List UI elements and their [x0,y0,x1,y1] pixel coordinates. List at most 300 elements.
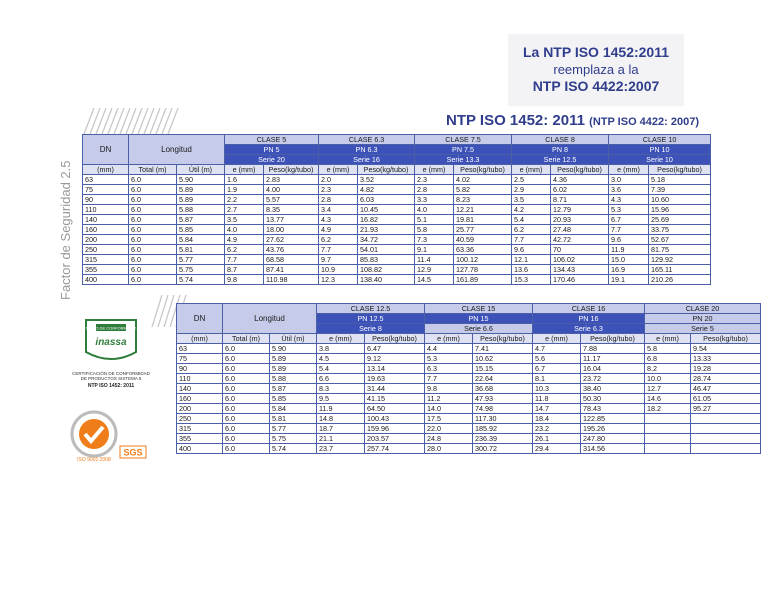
table-cell: 19.1 [609,275,649,285]
table-cell: 13.77 [264,215,319,225]
table-cell: 9.7 [319,255,358,265]
decorative-stripes-top [80,108,186,134]
table-cell: 6.0 [223,354,270,364]
table-cell: 106.02 [551,255,609,265]
table-cell: 117.30 [473,414,533,424]
table-cell: 5.75 [177,265,225,275]
table-cell: 9.12 [365,354,425,364]
util-subheader: Útil (m) [177,165,225,175]
thickness-subheader: e (mm) [317,334,365,344]
table-cell: 18.2 [645,404,691,414]
table-cell: 14.8 [317,414,365,424]
table-cell: 10.3 [533,384,581,394]
table-cell: 4.9 [319,225,358,235]
table-cell: 54.01 [358,245,415,255]
table-cell: 70 [551,245,609,255]
table-cell: 14.5 [415,275,454,285]
table-cell: 3.6 [609,185,649,195]
table-cell: 85.83 [358,255,415,265]
table-row [83,275,711,285]
table-cell: 19.28 [691,364,761,374]
table-cell: 6.47 [365,344,425,354]
inassa-sello-text: SELLO DE CONFORMIDAD [85,325,137,331]
table-cell: 13.6 [512,265,551,275]
table-cell: 63.36 [454,245,512,255]
table-cell: 5.6 [533,354,581,364]
table-cell: 4.00 [264,185,319,195]
table-cell: 315 [177,424,223,434]
table-cell: 2.2 [225,195,264,205]
table-cell: 5.81 [270,414,317,424]
table-cell: 74.98 [473,404,533,414]
table-cell: 23.7 [317,444,365,454]
table-cell: 11.17 [581,354,645,364]
table-cell [645,414,691,424]
table-cell: 9.6 [609,235,649,245]
sgs-iso-certification-logo [52,400,170,470]
table-cell: 7.7 [425,374,473,384]
standard-title-main: NTP ISO 1452: 2011 [446,112,585,129]
table-cell: 1.6 [225,175,264,185]
table-cell: 15.0 [609,255,649,265]
table-row [83,205,711,215]
table-cell: 26.1 [533,434,581,444]
table-cell: 2.83 [264,175,319,185]
table-cell: 5.85 [270,394,317,404]
inassa-certification-logo [52,318,170,389]
pn-header: PN 20 [645,314,761,324]
table-cell: 134.43 [551,265,609,275]
table-cell: 6.0 [223,364,270,374]
table-cell: 138.40 [358,275,415,285]
table-cell: 5.4 [317,364,365,374]
table-cell [691,444,761,454]
table-row [177,434,761,444]
table-2-body [177,344,761,454]
serie-header: Serie 20 [225,155,319,165]
table-cell: 29.4 [533,444,581,454]
table-cell: 11.9 [317,404,365,414]
table-cell: 355 [83,265,129,275]
table-cell: 6.0 [223,404,270,414]
thickness-subheader: e (mm) [645,334,691,344]
table-cell: 200 [177,404,223,414]
table-cell: 7.7 [225,255,264,265]
table-cell: 400 [83,275,129,285]
serie-header: Serie 13.3 [415,155,512,165]
table-cell: 41.15 [365,394,425,404]
table-cell: 7.39 [649,185,711,195]
table-cell: 5.87 [177,215,225,225]
table-cell: 160 [177,394,223,404]
table-row [83,215,711,225]
table-row [177,384,761,394]
table-row [177,444,761,454]
table-cell: 5.88 [177,205,225,215]
table-cell [645,444,691,454]
table-cell: 161.89 [454,275,512,285]
table-cell [691,434,761,444]
table-cell: 4.5 [317,354,365,364]
table-cell: 11.8 [533,394,581,404]
table-cell: 9.1 [415,245,454,255]
table-cell: 5.82 [454,185,512,195]
table-cell: 9.6 [512,245,551,255]
table-cell: 6.2 [225,245,264,255]
table-cell: 34.72 [358,235,415,245]
table-cell: 5.87 [270,384,317,394]
table-cell: 7.7 [609,225,649,235]
notice-line-1: La NTP ISO 1452:2011 [522,44,670,60]
table-cell: 4.0 [415,205,454,215]
standard-replacement-notice [508,34,684,106]
thickness-subheader: e (mm) [533,334,581,344]
table-cell: 110 [83,205,129,215]
inassa-cert-standard: NTP ISO 1452: 2011 [87,383,135,389]
pn-header: PN 12.5 [317,314,425,324]
table-cell: 5.81 [177,245,225,255]
notice-line-3: NTP ISO 4422:2007 [532,78,660,94]
table-cell: 2.9 [512,185,551,195]
table-cell: 64.50 [365,404,425,414]
table-header-row-clase [177,304,761,314]
table-cell: 5.3 [425,354,473,364]
table-cell: 185.92 [473,424,533,434]
table-cell: 5.90 [177,175,225,185]
table-cell: 61.05 [691,394,761,404]
class-header: CLASE 8 [512,135,609,145]
weight-subheader: Peso(kg/tubo) [581,334,645,344]
pn-header: PN 5 [225,145,319,155]
table-cell: 90 [83,195,129,205]
table-cell: 16.9 [609,265,649,275]
table-cell: 6.0 [129,275,177,285]
table-cell: 108.82 [358,265,415,275]
table-cell: 5.4 [512,215,551,225]
util-subheader: Útil (m) [270,334,317,344]
table-cell: 5.84 [177,235,225,245]
sgs-brand-text: SGS [123,447,143,458]
table-cell: 3.0 [609,175,649,185]
table-cell: 25.69 [649,215,711,225]
table-cell: 6.0 [223,374,270,384]
weight-subheader: Peso(kg/tubo) [358,165,415,175]
table-cell: 5.18 [649,175,711,185]
table-cell: 140 [83,215,129,225]
table-1-body [83,175,711,285]
table-cell: 5.74 [270,444,317,454]
table-cell: 5.89 [177,185,225,195]
table-cell: 7.7 [319,245,358,255]
table-cell: 12.79 [551,205,609,215]
table-row [83,235,711,245]
table-cell: 6.0 [129,235,177,245]
table-cell: 8.71 [551,195,609,205]
table-cell: 95.27 [691,404,761,414]
table-cell: 19.81 [454,215,512,225]
table-cell: 3.8 [317,344,365,354]
table-cell [691,424,761,434]
table-cell: 9.54 [691,344,761,354]
table-cell: 5.8 [415,225,454,235]
table-cell: 6.0 [129,215,177,225]
inassa-seal-icon [52,318,170,366]
weight-subheader: Peso(kg/tubo) [365,334,425,344]
table-cell: 11.9 [609,245,649,255]
serie-header: Serie 10 [609,155,711,165]
table-cell [691,414,761,424]
serie-header: Serie 6.6 [425,324,533,334]
table-cell: 24.8 [425,434,473,444]
longitud-header: Longitud [129,135,225,165]
table-cell: 10.60 [649,195,711,205]
table-cell: 20.93 [551,215,609,225]
weight-subheader: Peso(kg/tubo) [649,165,711,175]
total-subheader: Total (m) [223,334,270,344]
table-cell: 4.9 [225,235,264,245]
thickness-subheader: e (mm) [225,165,264,175]
table-cell: 28.74 [691,374,761,384]
table-cell: 12.21 [454,205,512,215]
thickness-subheader: e (mm) [512,165,551,175]
serie-header: Serie 5 [645,324,761,334]
table-cell: 4.7 [533,344,581,354]
table-cell: 8.3 [317,384,365,394]
thickness-subheader: e (mm) [609,165,649,175]
table-cell: 8.23 [454,195,512,205]
total-subheader: Total (m) [129,165,177,175]
table-cell: 12.9 [415,265,454,275]
table-row [83,185,711,195]
table-cell: 12.7 [645,384,691,394]
table-cell: 36.68 [473,384,533,394]
table-cell: 6.0 [223,444,270,454]
table-cell: 8.2 [645,364,691,374]
table-cell: 3.5 [512,195,551,205]
table-cell: 5.57 [264,195,319,205]
table-cell: 33.75 [649,225,711,235]
table-cell: 5.85 [177,225,225,235]
table-cell: 9.8 [425,384,473,394]
dn-header: DN [83,135,129,165]
table-cell: 15.15 [473,364,533,374]
table-cell: 46.47 [691,384,761,394]
table-cell: 6.0 [129,225,177,235]
table-cell: 3.4 [319,205,358,215]
table-cell: 6.0 [223,394,270,404]
table-cell: 23.2 [533,424,581,434]
sgs-iso-text: ISO 9001:2008 [77,457,111,463]
table-cell: 6.7 [533,364,581,374]
table-cell: 25.77 [454,225,512,235]
table-cell: 140 [177,384,223,394]
pn-header: PN 7.5 [415,145,512,155]
table-row [177,344,761,354]
table-cell: 10.0 [645,374,691,384]
class-header: CLASE 5 [225,135,319,145]
table-cell: 2.5 [512,175,551,185]
inassa-cert-line-2: DE PRODUCTOS SISTEMA 5 [80,376,142,381]
table-cell: 8.1 [533,374,581,384]
table-cell: 2.3 [415,175,454,185]
table-cell: 14.0 [425,404,473,414]
table-cell: 6.0 [223,344,270,354]
table-cell: 4.3 [319,215,358,225]
table-cell: 78.43 [581,404,645,414]
table-cell: 400 [177,444,223,454]
table-cell: 68.58 [264,255,319,265]
table-cell: 40.59 [454,235,512,245]
table-cell: 18.7 [317,424,365,434]
table-cell: 6.03 [358,195,415,205]
table-cell: 4.0 [225,225,264,235]
table-cell: 5.74 [177,275,225,285]
table-cell: 4.4 [425,344,473,354]
weight-subheader: Peso(kg/tubo) [551,165,609,175]
table-cell: 2.8 [319,195,358,205]
table-cell: 5.89 [177,195,225,205]
table-cell: 165.11 [649,265,711,275]
table-header-row-clase [83,135,711,145]
table-row [83,245,711,255]
table-cell: 3.5 [225,215,264,225]
table-cell: 75 [177,354,223,364]
table-cell: 8.7 [225,265,264,275]
table-cell: 9.5 [317,394,365,404]
table-cell: 110 [177,374,223,384]
table-cell: 203.57 [365,434,425,444]
table-cell: 110.98 [264,275,319,285]
table-cell: 2.7 [225,205,264,215]
table-cell: 14.7 [533,404,581,414]
table-cell: 63 [177,344,223,354]
pn-header: PN 10 [609,145,711,155]
weight-subheader: Peso(kg/tubo) [454,165,512,175]
table-row [177,404,761,414]
safety-factor-label: Factor de Seguridad 2.5 [58,160,73,300]
table-cell: 5.3 [609,205,649,215]
table-cell: 5.89 [270,364,317,374]
table-cell: 6.0 [129,175,177,185]
table-cell: 257.74 [365,444,425,454]
table-cell: 81.75 [649,245,711,255]
serie-header: Serie 12.5 [512,155,609,165]
pn-header: PN 6.3 [319,145,415,155]
table-cell: 6.2 [512,225,551,235]
table-cell: 250 [83,245,129,255]
table-row [177,414,761,424]
table-cell: 63 [83,175,129,185]
table-cell: 27.48 [551,225,609,235]
table-cell: 27.62 [264,235,319,245]
table-cell [645,424,691,434]
serie-header: Serie 8 [317,324,425,334]
table-cell: 42.72 [551,235,609,245]
serie-header: Serie 16 [319,155,415,165]
table-cell: 6.7 [609,215,649,225]
table-cell: 4.02 [454,175,512,185]
table-row [83,225,711,235]
table-cell: 100.12 [454,255,512,265]
weight-subheader: Peso(kg/tubo) [691,334,761,344]
table-cell: 52.67 [649,235,711,245]
table-cell: 6.0 [129,255,177,265]
table-cell: 9.8 [225,275,264,285]
table-cell: 247.80 [581,434,645,444]
pn-header: PN 8 [512,145,609,155]
table-cell: 87.41 [264,265,319,275]
table-cell: 5.8 [645,344,691,354]
table-cell: 300.72 [473,444,533,454]
table-cell: 22.0 [425,424,473,434]
class-header: CLASE 15 [425,304,533,314]
table-cell: 47.93 [473,394,533,404]
table-cell: 159.96 [365,424,425,434]
table-cell: 5.77 [177,255,225,265]
table-cell: 4.2 [512,205,551,215]
table-cell: 12.3 [319,275,358,285]
pn-header: PN 16 [533,314,645,324]
table-cell: 11.2 [425,394,473,404]
table-cell: 5.84 [270,404,317,414]
dn-header: DN [177,304,223,334]
table-cell: 17.5 [425,414,473,424]
table-cell: 13.33 [691,354,761,364]
table-cell: 6.6 [317,374,365,384]
table-cell: 236.39 [473,434,533,444]
table-cell: 6.0 [129,195,177,205]
table-cell: 10.45 [358,205,415,215]
table-cell: 5.75 [270,434,317,444]
table-row [177,374,761,384]
table-cell: 13.14 [365,364,425,374]
thickness-subheader: e (mm) [415,165,454,175]
table-cell: 1.9 [225,185,264,195]
table-cell: 14.6 [645,394,691,404]
table-cell: 122.85 [581,414,645,424]
class-header: CLASE 7.5 [415,135,512,145]
pn-header: PN 15 [425,314,533,324]
table-cell: 18.4 [533,414,581,424]
class-header: CLASE 12.5 [317,304,425,314]
table-row [83,195,711,205]
table-row [177,364,761,374]
table-cell: 4.3 [609,195,649,205]
table-cell: 127.78 [454,265,512,275]
table-cell: 6.0 [129,205,177,215]
table-cell: 19.63 [365,374,425,384]
table-cell: 15.96 [649,205,711,215]
table-cell: 22.64 [473,374,533,384]
table-cell [645,434,691,444]
table-cell: 6.0 [223,384,270,394]
table-cell: 129.92 [649,255,711,265]
table-cell: 11.4 [415,255,454,265]
inassa-brand-text: inassa [95,337,127,348]
table-cell: 90 [177,364,223,374]
table-cell: 200 [83,235,129,245]
table-cell: 6.3 [425,364,473,374]
table-cell: 4.36 [551,175,609,185]
table-cell: 5.88 [270,374,317,384]
table-cell: 2.3 [319,185,358,195]
table-cell: 7.3 [415,235,454,245]
table-cell: 210.26 [649,275,711,285]
table-row [83,175,711,185]
table-cell: 15.3 [512,275,551,285]
table-cell: 6.0 [223,414,270,424]
table-row [83,255,711,265]
